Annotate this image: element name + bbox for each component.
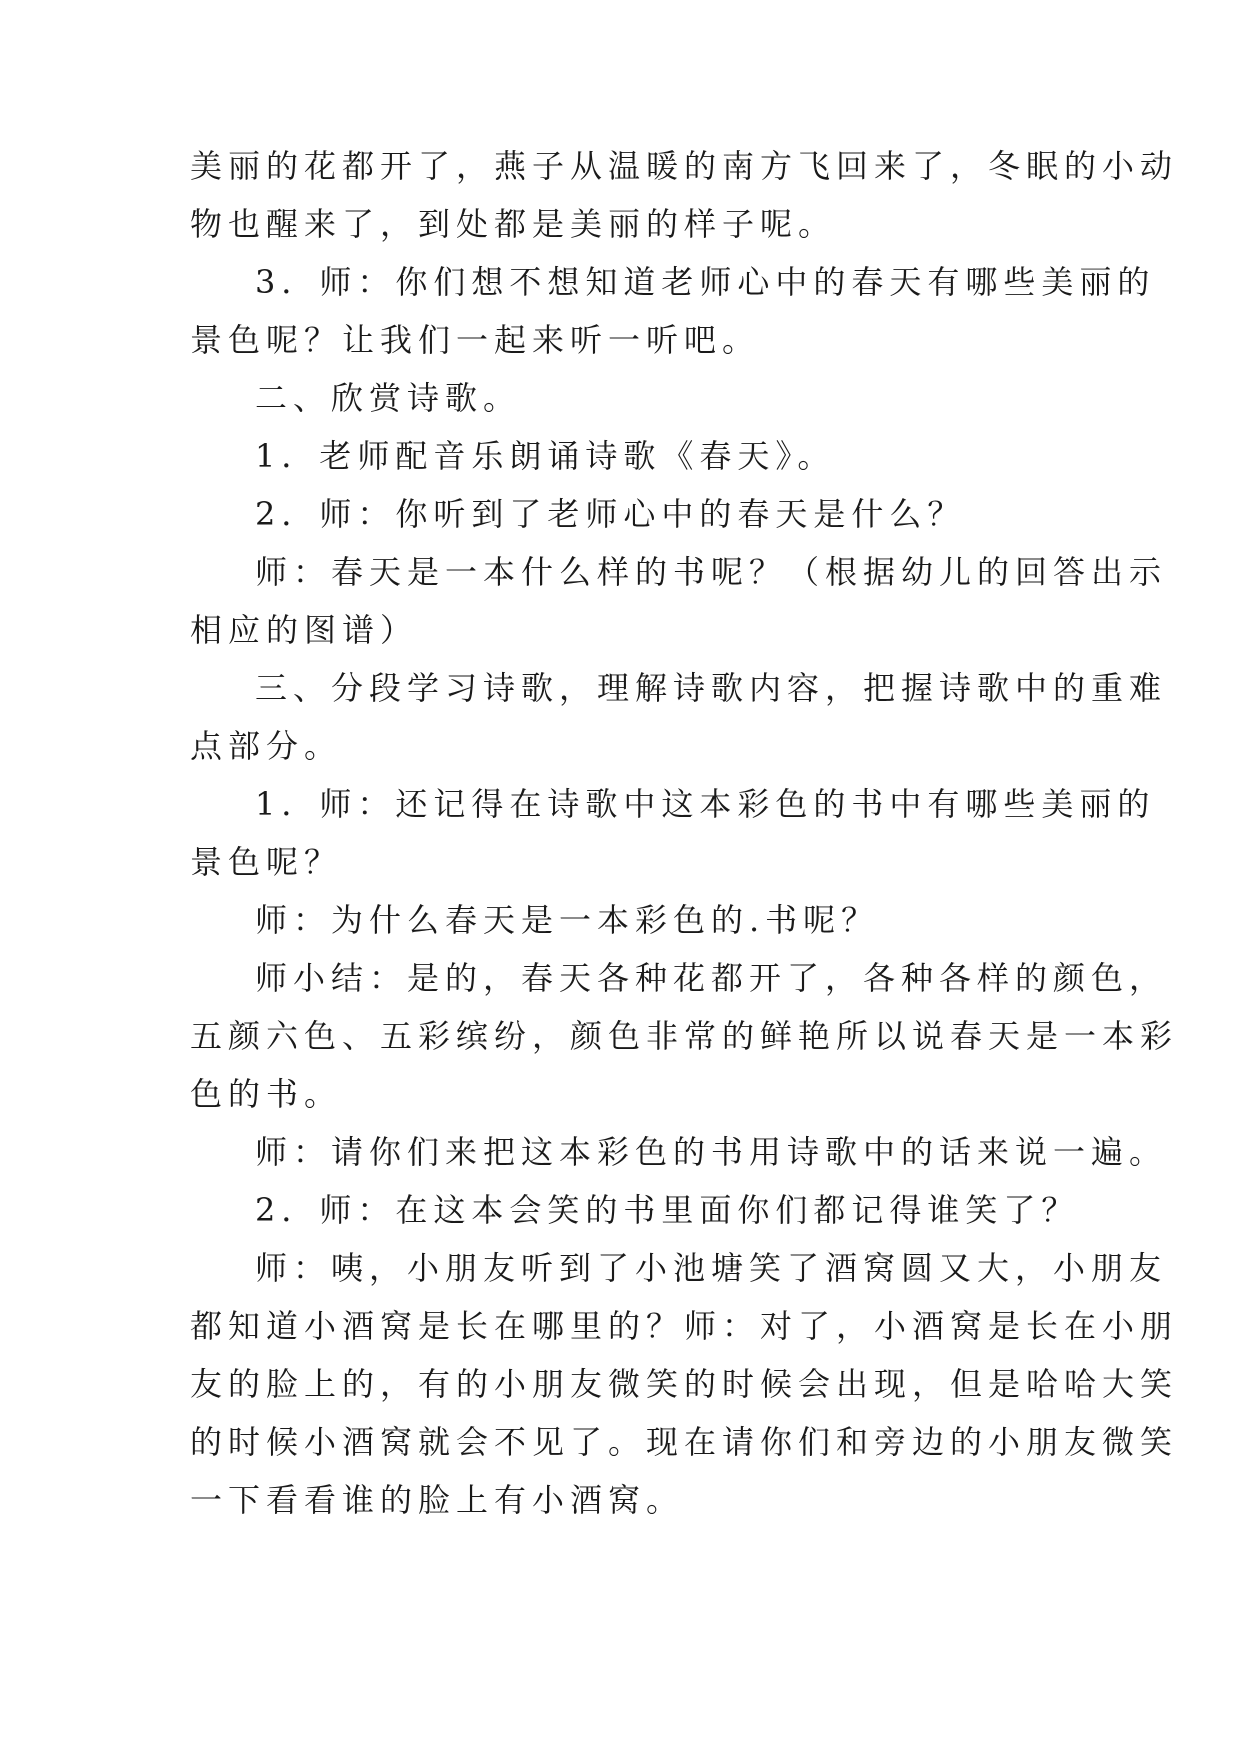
text-line-19: 2．师：在这本会笑的书里面你们都记得谁笑了？: [255, 1191, 1080, 1229]
text-line-3: 3．师：你们想不想知道老师心中的春天有哪些美丽的: [255, 263, 1156, 301]
text-line-13: 景色呢？: [190, 843, 343, 881]
text-line-17: 色的书。: [190, 1075, 343, 1113]
text-line-21: 都知道小酒窝是长在哪里的？师：对了，小酒窝是长在小朋: [190, 1307, 1179, 1345]
section-heading-3: 三、分段学习诗歌，理解诗歌内容，把握诗歌中的重难: [255, 669, 1168, 707]
text-line-20: 师：咦，小朋友听到了小池塘笑了酒窝圆又大，小朋友: [255, 1249, 1168, 1287]
text-line-1: 美丽的花都开了，燕子从温暖的南方飞回来了，冬眠的小动: [190, 147, 1179, 185]
text-line-15: 师小结：是的，春天各种花都开了，各种各样的颜色，: [255, 959, 1168, 997]
section-heading-2: 二、欣赏诗歌。: [255, 379, 522, 417]
text-line-8: 师：春天是一本什么样的书呢？（根据幼儿的回答出示: [255, 553, 1168, 591]
text-line-24: 一下看看谁的脸上有小酒窝。: [190, 1481, 685, 1519]
text-line-12: 1．师：还记得在诗歌中这本彩色的书中有哪些美丽的: [255, 785, 1156, 823]
text-line-7: 2．师：你听到了老师心中的春天是什么？: [255, 495, 966, 533]
text-line-23: 的时候小酒窝就会不见了。现在请你们和旁边的小朋友微笑: [190, 1423, 1179, 1461]
text-line-4: 景色呢？让我们一起来听一听吧。: [190, 321, 761, 359]
text-line-22: 友的脸上的，有的小朋友微笑的时候会出现，但是哈哈大笑: [190, 1365, 1179, 1403]
text-line-16: 五颜六色、五彩缤纷，颜色非常的鲜艳所以说春天是一本彩: [190, 1017, 1179, 1055]
text-line-9: 相应的图谱）: [190, 611, 419, 649]
text-line-2: 物也醒来了，到处都是美丽的样子呢。: [190, 205, 837, 243]
text-line-11: 点部分。: [190, 727, 343, 765]
text-line-18: 师：请你们来把这本彩色的书用诗歌中的话来说一遍。: [255, 1133, 1168, 1171]
text-line-6: 1．老师配音乐朗诵诗歌《春天》。: [255, 437, 836, 475]
text-line-14: 师：为什么春天是一本彩色的.书呢？: [255, 901, 880, 939]
